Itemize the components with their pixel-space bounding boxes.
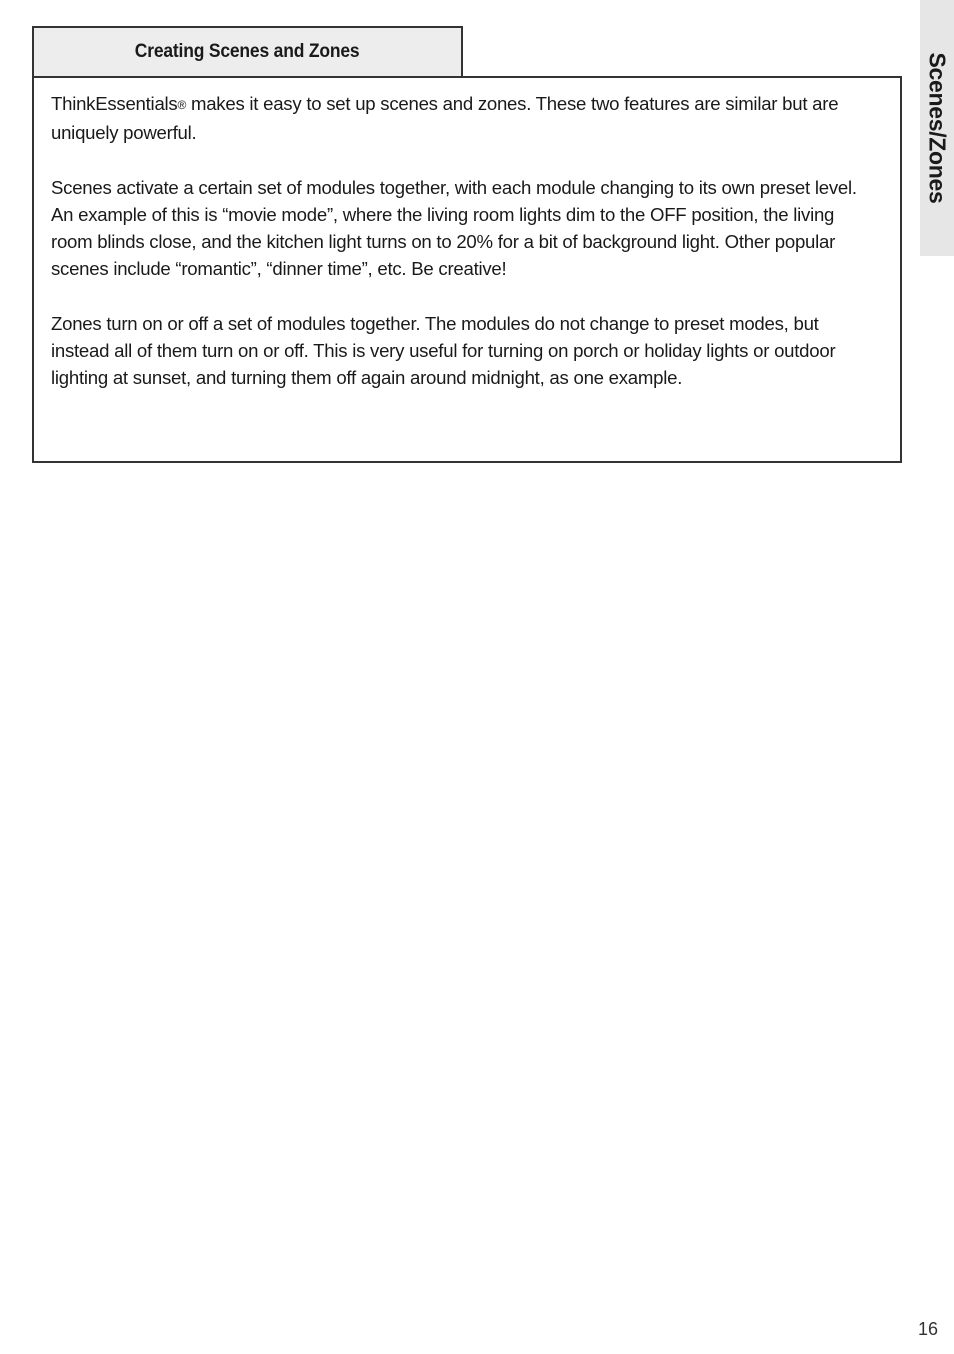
page-number: 16 <box>918 1319 939 1339</box>
section-title: Creating Scenes and Zones <box>135 41 360 62</box>
intro-paragraph <box>51 90 860 147</box>
zones-paragraph: Zones turn on or off a set of modules together. The modules do not change to preset modes, but instead all of them turn on or off. This is very useful for turning on porch or holiday lights or outdoor lighting at sunset, and turning them off again around midnight, as one example. <box>51 312 836 389</box>
intro-text: makes it easy to set up scenes and zones. These two features are similar but are uniquely powerful. <box>51 93 839 144</box>
scenes-paragraph: Scenes activate a certain set of modules together, with each module changing to its own preset level. An example of this is “movie mode”, where the living room lights dim to the OFF position, the living room blinds close, and the kitchen light turns on to 20% for a bit of background light. Other popular scenes include “romantic”, “dinner time”, etc. Be creative! <box>51 176 857 280</box>
chapter-label: Scenes/Zones <box>924 52 951 204</box>
content-box <box>32 76 902 463</box>
registered-mark: ® <box>177 98 187 112</box>
chapter-side-tab <box>920 0 954 256</box>
brand-name: ThinkEssentials <box>51 93 178 114</box>
section-header-tab <box>32 26 463 76</box>
